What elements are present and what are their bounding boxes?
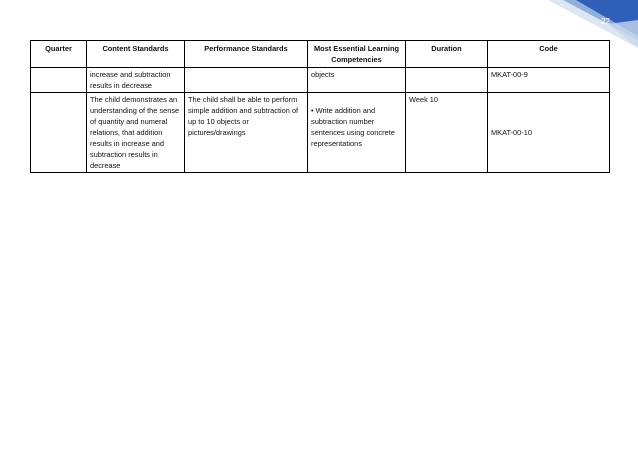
cell-duration: Week 10 <box>406 93 488 173</box>
table-header-row <box>31 41 610 68</box>
competency-text: • Write addition and subtraction number sentences using concrete representations <box>311 106 395 148</box>
cell-performance-standards <box>185 68 308 93</box>
cell-quarter <box>31 68 87 93</box>
header-performance-standards: Performance Standards <box>185 41 308 68</box>
cell-learning-competency: objects <box>308 68 406 93</box>
header-duration: Duration <box>406 41 488 68</box>
page-number: 22 <box>601 17 610 26</box>
cell-performance-standards: The child shall be able to perform simple addition and subtraction of up to 10 objects or pictures/drawings <box>185 93 308 173</box>
cell-duration <box>406 68 488 93</box>
cell-code: MKAT-00-10 <box>488 93 610 173</box>
competency-spacer <box>311 94 402 105</box>
cell-content-standards: increase and subtraction results in decrease <box>87 68 185 93</box>
header-learning-competencies: Most Essential Learning Competencies <box>308 41 406 68</box>
header-quarter: Quarter <box>31 41 87 68</box>
cell-learning-competency <box>308 93 406 173</box>
cell-content-standards: The child demonstrates an understanding of the sense of quantity and numeral relations, that addition results in increase and subtraction results in decrease <box>87 93 185 173</box>
cell-quarter <box>31 93 87 173</box>
curriculum-table <box>30 40 610 173</box>
table-row <box>31 93 610 173</box>
header-code: Code <box>488 41 610 68</box>
header-content-standards: Content Standards <box>87 41 185 68</box>
table-row <box>31 68 610 93</box>
cell-code: MKAT-00-9 <box>488 68 610 93</box>
